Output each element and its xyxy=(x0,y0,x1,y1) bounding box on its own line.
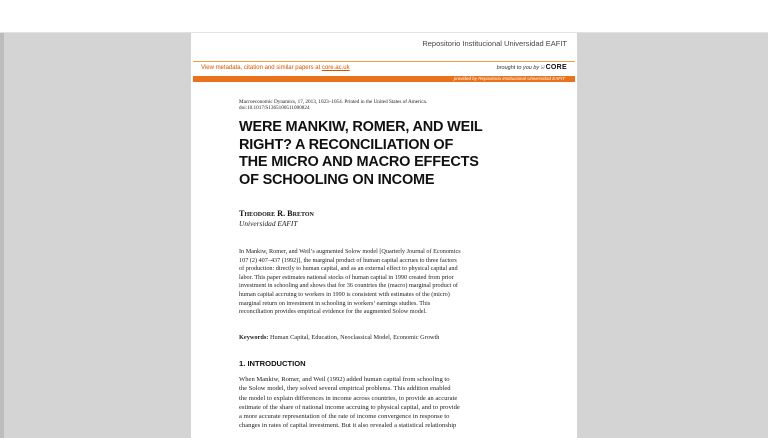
core-link[interactable]: core.ac.uk xyxy=(321,65,350,71)
pdf-viewer[interactable] xyxy=(0,33,768,438)
abstract xyxy=(239,248,531,317)
journal-line: Macroeconomic Dynamics, 17, 2013, 1023–1054. Printed in the United States of America. xyxy=(239,99,428,105)
author-name: Theodore R. Breton xyxy=(239,209,314,218)
brought-by-text: brought to you by xyxy=(496,65,540,71)
journal-citation xyxy=(239,99,559,112)
keywords-text: Human Capital, Education, Neoclassical Model, Economic Growth xyxy=(268,334,440,341)
core-brought-by xyxy=(497,64,567,72)
core-provided-text: provided by Repositorio Institucional Universidad EAFIT xyxy=(453,76,565,81)
body-line: changes in rates of capital investment. But it also revealed a statistical relationship xyxy=(239,422,457,430)
abstract-line: In Mankiw, Romer, and Weil’s augmented Solow model [Quarterly Journal of Economics xyxy=(239,248,461,255)
abstract-line: human capital accruing to workers in 1990 is consistent with estimates of the (micro) xyxy=(239,290,450,298)
doi-line: doi:10.1017/S1365100511000824 xyxy=(239,105,310,112)
core-banner xyxy=(193,61,575,76)
abstract-line: 107 (2) 407–437 (1992)], the marginal product of human capital accrues to three factors xyxy=(239,256,457,264)
pdf-page xyxy=(191,33,577,438)
body-line: When Mankiw, Romer, and Weil (1992) added human capital from schooling to xyxy=(239,376,450,383)
viewer-left-edge xyxy=(0,33,4,438)
body-line: a more accurate representation of the rate of income convergence in response to xyxy=(239,413,450,421)
abstract-line: of production: directly to human capital, and as an external effect to physical capital and xyxy=(239,265,458,273)
core-logo-icon: ⌸ xyxy=(540,65,545,71)
keywords xyxy=(239,334,539,341)
title-line: THE MICRO AND MACRO EFFECTS xyxy=(239,154,479,170)
section-heading: 1. INTRODUCTION xyxy=(239,359,306,368)
title-line: RIGHT? A RECONCILIATION OF xyxy=(239,136,454,153)
body-line: the model to explain differences in income across countries, to provide an accurate xyxy=(239,394,458,402)
abstract-line: investment in schooling and shows that for 36 countries the (macro) marginal product of xyxy=(239,282,458,290)
core-logo-text: CORE xyxy=(545,64,567,71)
core-view-text: View metadata, citation and similar papers at xyxy=(201,65,322,71)
core-view-metadata xyxy=(201,65,350,71)
repository-header: Repositorio Institucional Universidad EAFIT xyxy=(422,39,567,48)
abstract-line: marginal return on investment in schooling in workers’ earnings studies. This xyxy=(239,299,431,307)
top-toolbar xyxy=(0,0,768,33)
paper-title xyxy=(239,119,539,189)
core-provided-strip xyxy=(193,76,575,82)
keywords-label: Keywords: xyxy=(239,334,269,341)
body-line: estimate of the share of national income accruing to physical capital, and to provide xyxy=(239,403,460,411)
body-line: the Solow model, they solved several empirical problems. This addition enabled xyxy=(239,385,451,393)
author-affiliation: Universidad EAFIT xyxy=(239,219,298,228)
abstract-line: reconciliation provides empirical evidence for the augmented Solow model. xyxy=(239,308,427,316)
title-line: WERE MANKIW, ROMER, AND WEIL xyxy=(239,119,483,135)
introduction-text xyxy=(239,375,531,431)
title-line: OF SCHOOLING ON INCOME xyxy=(239,171,435,188)
abstract-line: labor. This paper estimates national stocks of human capital in 1990 created from prior xyxy=(239,273,454,281)
